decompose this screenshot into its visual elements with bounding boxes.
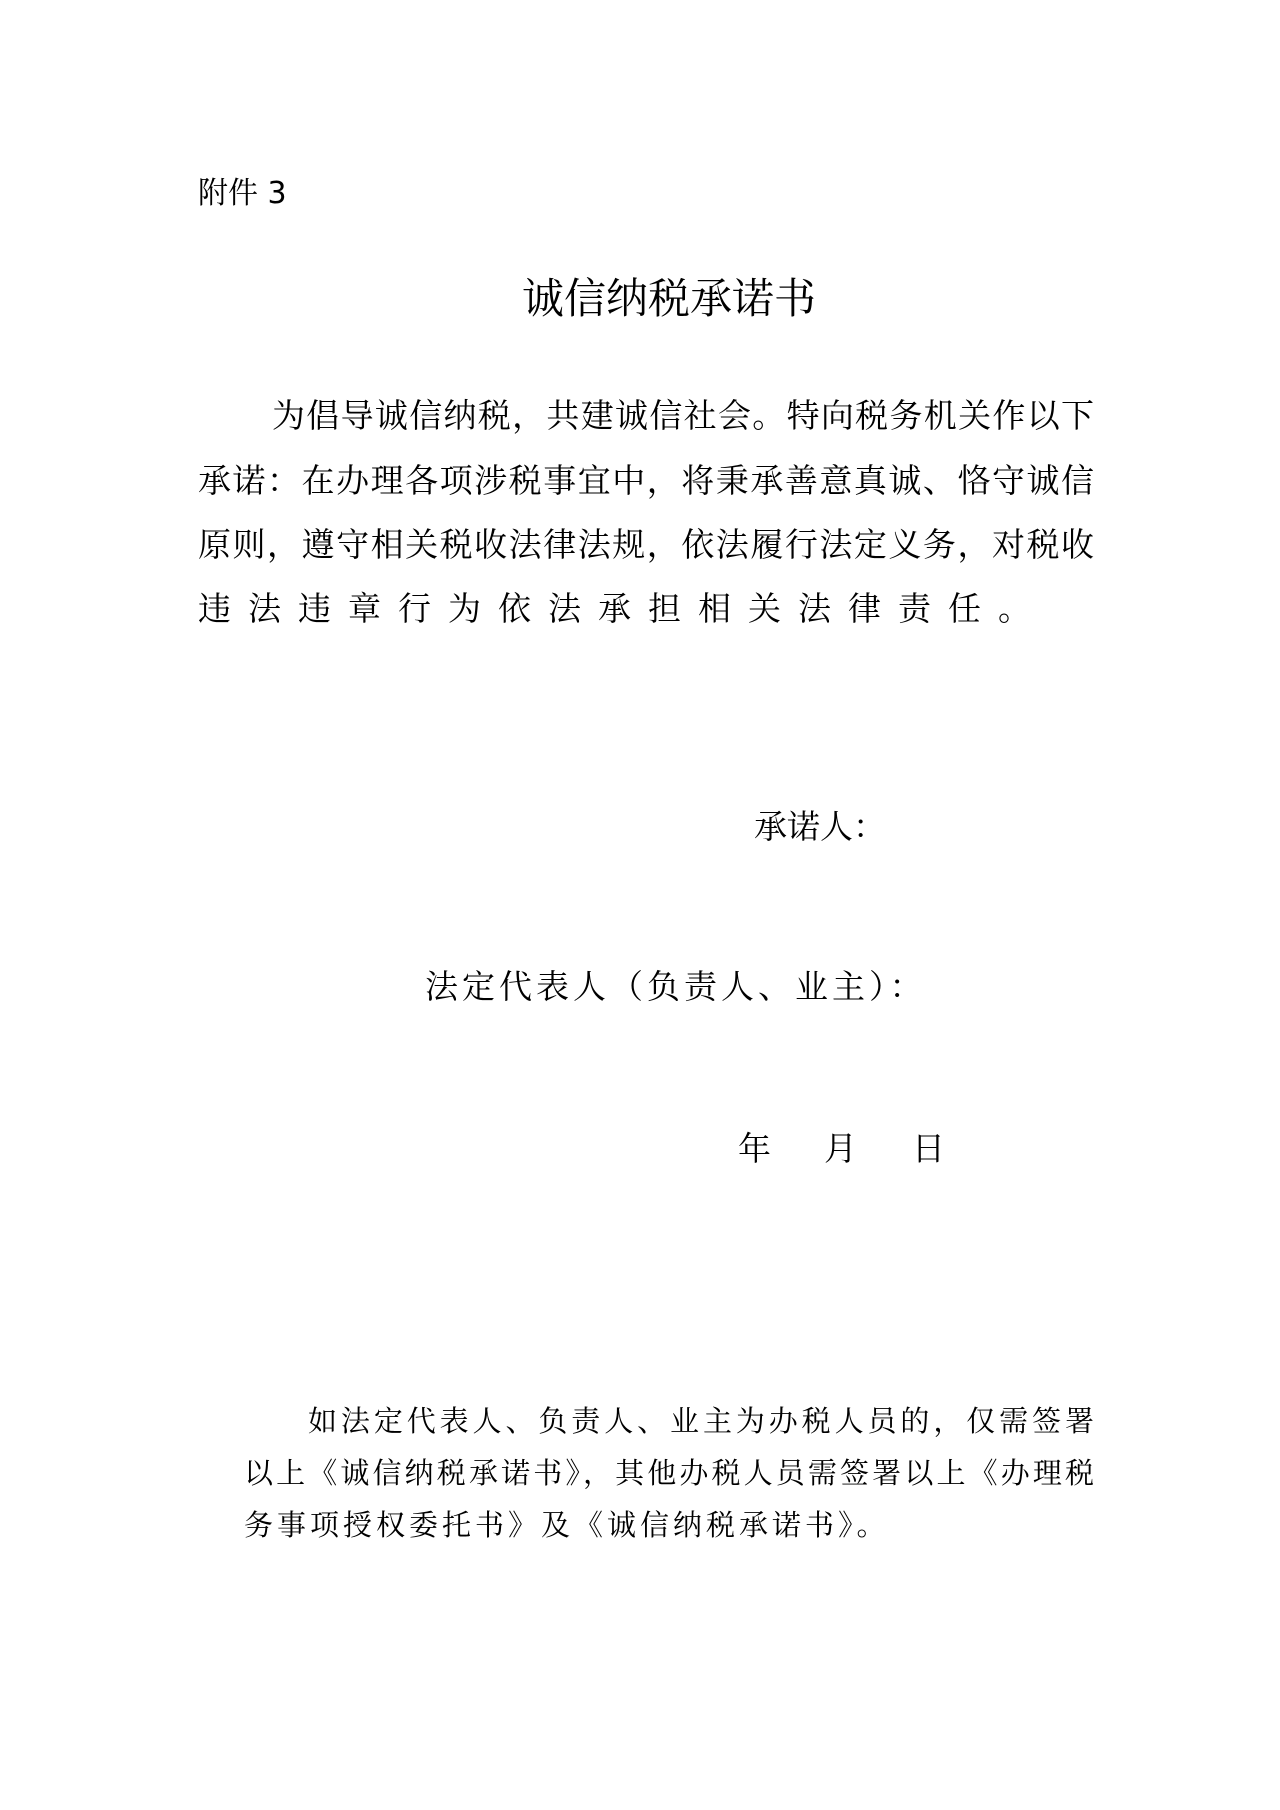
note-line: 如法定代表人、负责人、业主为办税人员的，仅需签署 xyxy=(308,1404,1094,1438)
date-month: 月 xyxy=(824,1129,857,1168)
paragraph-line: 原则，遵守相关税收法律法规，依法履行法定义务，对税收 xyxy=(198,525,1094,564)
paragraph-line: 为倡导诚信纳税，共建诚信社会。特向税务机关作以下 xyxy=(272,396,1094,435)
date-day: 日 xyxy=(912,1129,945,1168)
document-title: 诚信纳税承诺书 xyxy=(521,274,816,323)
note-line: 以上《诚信纳税承诺书》，其他办税人员需签署以上《办理税 xyxy=(244,1456,1094,1490)
paragraph-line: 违法违章行为依法承担相关法律责任。 xyxy=(198,589,1048,628)
attachment-label: 附件 3 xyxy=(198,176,287,211)
note-line: 务事项授权委托书》及《诚信纳税承诺书》。 xyxy=(244,1508,890,1542)
paragraph-line: 承诺：在办理各项涉税事宜中，将秉承善意真诚、恪守诚信 xyxy=(198,461,1094,500)
promisor-label: 承诺人： xyxy=(754,807,886,846)
date-year: 年 xyxy=(738,1129,771,1168)
legal-representative-label: 法定代表人（负责人、业主）： xyxy=(425,967,927,1006)
